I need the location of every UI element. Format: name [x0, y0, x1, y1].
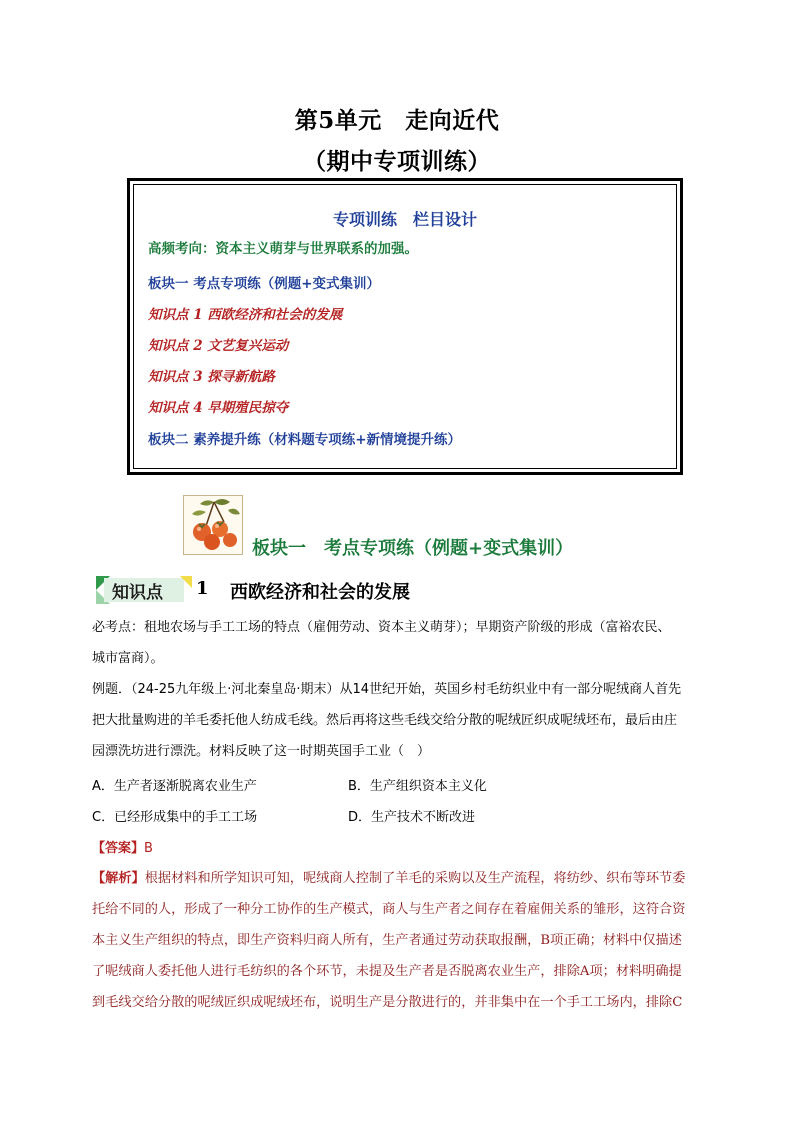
option-c: C．已经形成集中的手工工场	[92, 810, 258, 825]
must-know-line-2: 城市富商）。	[92, 651, 164, 666]
option-b: B．生产组织资本主义化	[348, 779, 487, 794]
option-d: D．生产技术不断改进	[348, 810, 476, 825]
design-box	[127, 178, 683, 475]
analysis-tag: 【解析】	[92, 871, 145, 886]
page-title: 第5单元 走向近代	[294, 107, 500, 134]
example-line-3: 园漂洗坊进行漂洗。材料反映了这一时期英国手工业（ ）	[92, 744, 431, 759]
persimmon-icon	[183, 495, 243, 555]
answer-value: B	[144, 841, 153, 856]
point-line-1: 知识点 1 西欧经济和社会的发展	[148, 307, 343, 323]
design-box-title: 专项训练 栏目设计	[332, 210, 477, 229]
analysis-line-4: 了呢绒商人委托他人进行毛纺织的各个环节，未提及生产者是否脱离农业生产，排除A项；材料明确提	[92, 964, 682, 979]
point-line-2: 知识点 2 文艺复兴运动	[148, 338, 289, 354]
analysis-line-5: 到毛线交给分散的呢绒匠织成呢绒坯布，说明生产是分散进行的，并非集中在一个手工工场内，排除C	[92, 995, 683, 1010]
block2-line: 板块二 素养提升练（材料题专项练+新情境提升练）	[148, 432, 462, 448]
analysis-line-2: 托给不同的人，形成了一种分工协作的生产模式，商人与生产者之间存在着雇佣关系的雏形，这符合资	[92, 902, 686, 917]
focus-line: 高频考向：资本主义萌芽与世界联系的加强。	[148, 241, 418, 257]
answer-tag: 【答案】	[92, 841, 145, 856]
section-heading: 板块一 考点专项练（例题+变式集训）	[252, 538, 574, 559]
point-line-4: 知识点 4 早期殖民掠夺	[148, 400, 289, 416]
analysis-line-1	[92, 863, 712, 894]
option-a: A．生产者逐渐脱离农业生产	[92, 779, 257, 794]
analysis-text-1: 根据材料和所学知识可知，呢绒商人控制了羊毛的采购以及生产流程，将纺纱、织布等环节委	[144, 871, 686, 886]
block1-line: 板块一 考点专项练（例题+变式集训）	[148, 276, 381, 292]
knowledge-point-label: 知识点	[112, 583, 163, 603]
knowledge-point-number: 1	[196, 578, 209, 599]
example-line-2: 把大批量购进的羊毛委托他人纺成毛线。然后再将这些毛线交给分散的呢绒匠织成呢绒坯布，最后由庄	[92, 713, 678, 728]
design-box-inner	[133, 184, 677, 469]
answer-line	[92, 837, 153, 856]
analysis-line-3: 本主义生产组织的特点，即生产资料归商人所有，生产者通过劳动获取报酬，B项正确；材料中仅描述	[92, 933, 682, 948]
point-line-3: 知识点 3 探寻新航路	[148, 369, 275, 385]
knowledge-point-title: 西欧经济和社会的发展	[230, 582, 410, 603]
example-line-1: 例题．（24-25九年级上·河北秦皇岛·期末）从14世纪开始，英国乡村毛纺织业中有一部分呢绒商人首先	[92, 682, 682, 697]
page-subtitle: （期中专项训练）	[303, 148, 491, 175]
must-know-line-1: 必考点：租地农场与手工工场的特点（雇佣劳动、资本主义萌芽）；早期资产阶级的形成（富裕农民、	[92, 620, 671, 635]
